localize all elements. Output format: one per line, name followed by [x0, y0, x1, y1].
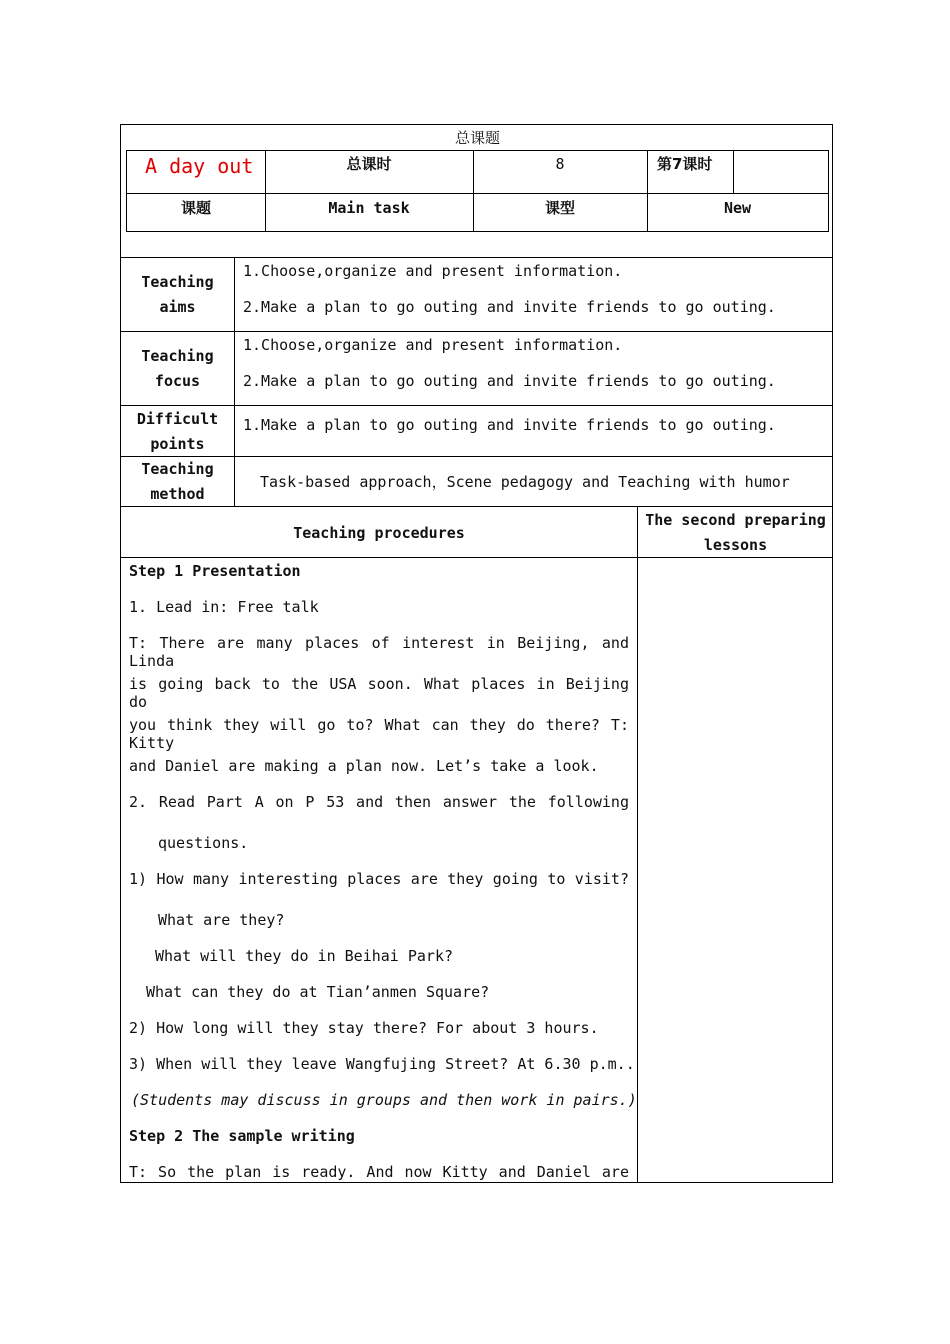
procedure-line: 2. Read Part A on P 53 and then answer the following [129, 793, 629, 811]
lesson-value: Main task [328, 199, 410, 217]
procedure-line: 1) How many interesting places are they going to visit? [129, 870, 629, 888]
procedure-line: is going back to the USA soon. What places in Beijing do [129, 675, 629, 711]
procedure-line: T: So the plan is ready. And now Kitty and Daniel are [129, 1163, 629, 1181]
info-table [126, 150, 829, 232]
procedure-line: 1. Lead in: Free talk [129, 598, 319, 616]
type-value: New [723, 199, 752, 217]
procedure-line: What can they do at Tian’anmen Square? [146, 983, 490, 1001]
total-periods-label: 总课时 [346, 155, 392, 173]
procedure-line: 2) How long will they stay there? For about 3 hours. [129, 1019, 599, 1037]
difficult-label-line2: points [150, 435, 205, 453]
aims-item: 1.Choose,organize and present information. [243, 262, 623, 280]
total-periods-value: 8 [555, 155, 565, 173]
step-heading: Step 1 Presentation [129, 562, 301, 580]
lesson-topic: A day out [145, 154, 254, 178]
difficult-item: 1.Make a plan to go outing and invite friends to go outing. [243, 416, 776, 434]
focus-item: 2.Make a plan to go outing and invite friends to go outing. [243, 372, 776, 390]
period-label: 第7课时 [657, 155, 713, 173]
procedure-line: T: There are many places of interest in Beijing, and Linda [129, 634, 629, 670]
method-label-line2: method [150, 485, 205, 503]
second-prep-header-line2: lessons [703, 536, 768, 554]
procedure-line: What will they do in Beihai Park? [155, 947, 454, 965]
type-label: 课型 [544, 199, 575, 217]
difficult-label-line1: Difficult [136, 410, 219, 428]
aims-item: 2.Make a plan to go outing and invite friends to go outing. [243, 298, 776, 316]
procedures-header: Teaching procedures [293, 524, 465, 542]
aims-label-line2: aims [159, 298, 196, 316]
total-topic-label: 总课题 [454, 129, 500, 147]
focus-label-line1: Teaching [141, 347, 214, 365]
lesson-plan-table [120, 124, 833, 1183]
procedure-line: and Daniel are making a plan now. Let’s take a look. [129, 757, 599, 775]
focus-label-line2: focus [154, 372, 201, 390]
procedure-line: 3) When will they leave Wangfujing Street? At 6.30 p.m.. [129, 1055, 635, 1073]
step-heading: Step 2 The sample writing [129, 1127, 355, 1145]
aims-label-line1: Teaching [141, 273, 214, 291]
method-label-line1: Teaching [141, 460, 214, 478]
procedure-note: (Students may discuss in groups and then work in pairs.) [131, 1091, 637, 1109]
procedure-line: questions. [158, 834, 249, 852]
focus-item: 1.Choose,organize and present information. [243, 336, 623, 354]
procedure-line: you think they will go to? What can they do there? T: Kitty [129, 716, 629, 752]
method-text: Task-based approach，Scene pedagogy and Teaching with humor [260, 473, 790, 491]
procedure-line: What are they? [158, 911, 285, 929]
second-prep-header-line1: The second preparing [645, 511, 826, 529]
lesson-label: 课题 [180, 199, 211, 217]
